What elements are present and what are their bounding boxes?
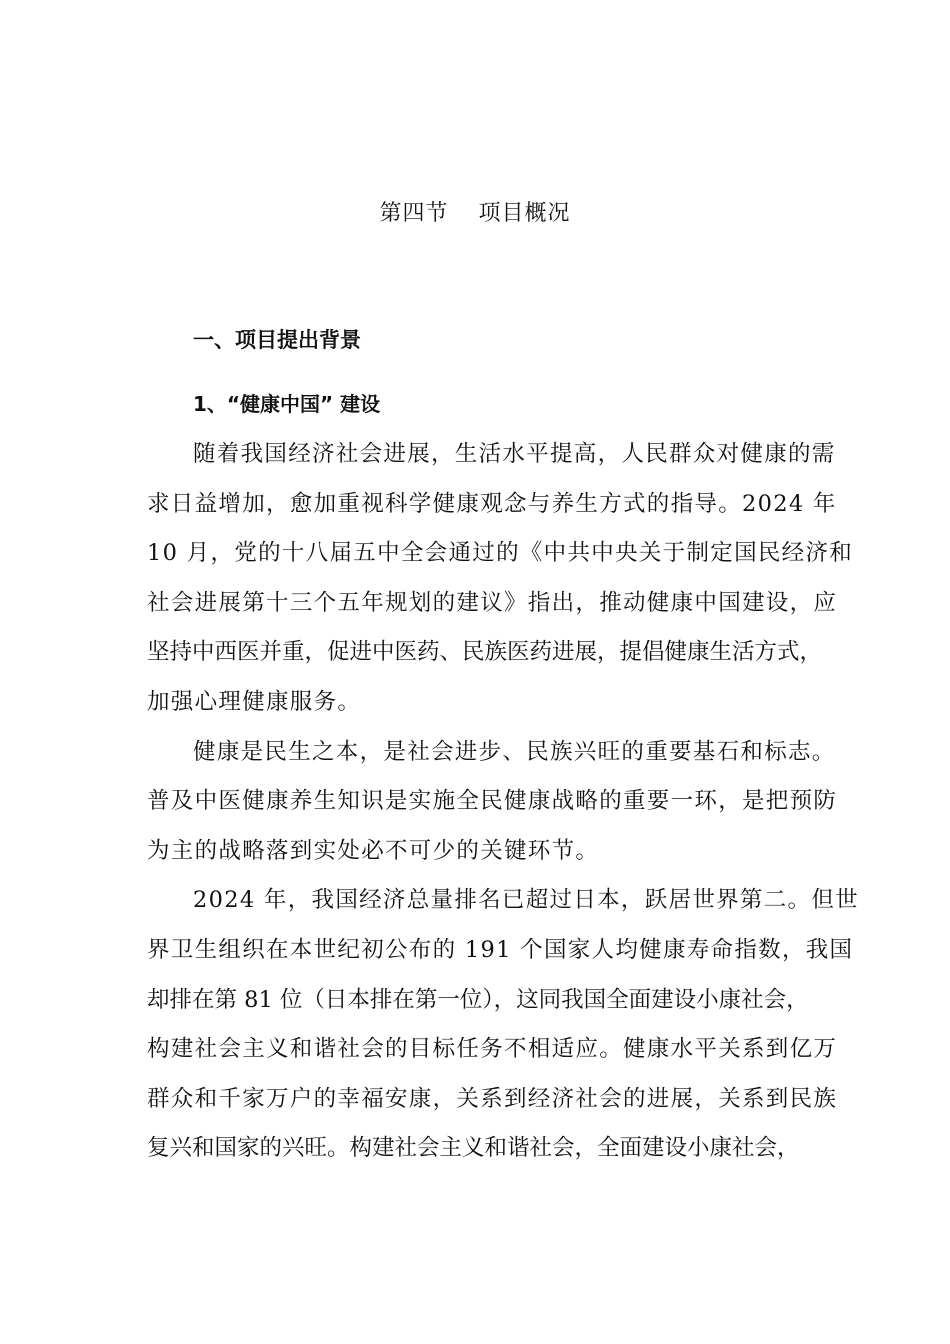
paragraph-line: 构建社会主义和谐社会的目标任务不相适应。健康水平关系到亿万 xyxy=(147,1036,838,1063)
paragraph-line: 坚持中西医并重，促进中医药、民族医药进展，提倡健康生活方式， xyxy=(147,639,823,666)
paragraph-line: 求日益增加，愈加重视科学健康观念与养生方式的指导。2024 年 xyxy=(147,490,837,517)
paragraph-line: 2024 年，我国经济总量排名已超过日本，跃居世界第二。但世 xyxy=(193,887,859,914)
section-name: 项目概况 xyxy=(478,201,571,226)
paragraph-line: 健康是民生之本，是社会进步、民族兴旺的重要基石和标志。 xyxy=(193,738,836,765)
section-number: 第四节 xyxy=(379,201,449,226)
heading-project-background: 一、项目提出背景 xyxy=(193,328,361,352)
section-heading xyxy=(0,196,950,232)
paragraph-line: 却排在第 81 位（日本排在第一位），这同我国全面建设小康社会， xyxy=(147,986,809,1013)
paragraph-line: 复兴和国家的兴旺。构建社会主义和谐社会，全面建设小康社会， xyxy=(147,1135,800,1162)
paragraph-line: 加强心理健康服务。 xyxy=(147,688,362,715)
paragraph-line: 群众和千家万户的幸福安康，关系到经济社会的进展，关系到民族 xyxy=(147,1085,838,1112)
paragraph-line: 随着我国经济社会进展，生活水平提高，人民群众对健康的需 xyxy=(193,441,836,467)
paragraph-line: 社会进展第十三个五年规划的建议》指出，推动健康中国建设，应 xyxy=(147,589,838,616)
paragraph-line: 普及中医健康养生知识是实施全民健康战略的重要一环，是把预防 xyxy=(147,788,838,815)
heading-healthy-china: 1、“健康中国” 建设 xyxy=(193,392,381,416)
paragraph-line: 10 月，党的十八届五中全会通过的《中共中央关于制定国民经济和 xyxy=(147,540,854,567)
body-text xyxy=(147,431,859,1175)
paragraph-line: 为主的战略落到实处必不可少的关键环节。 xyxy=(147,837,600,864)
paragraph-line: 界卫生组织在本世纪初公布的 191 个国家人均健康寿命指数，我国 xyxy=(147,936,854,963)
